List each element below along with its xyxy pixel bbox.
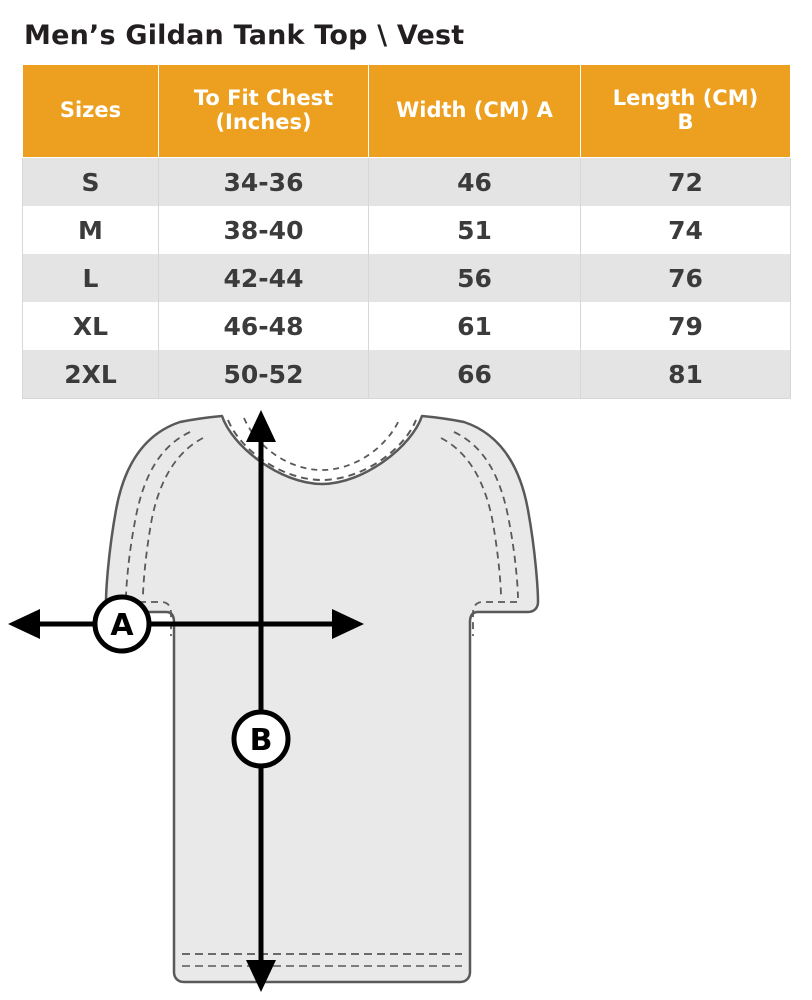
cell-width: 51 xyxy=(369,206,581,254)
cell-chest: 38-40 xyxy=(159,206,369,254)
cell-size: XL xyxy=(23,302,159,350)
table-row xyxy=(23,158,791,207)
page-title: Men’s Gildan Tank Top \ Vest xyxy=(24,20,465,51)
measure-a-badge xyxy=(95,597,149,651)
cell-size: S xyxy=(23,158,159,207)
column-header-chest xyxy=(159,65,369,158)
column-header-sizes-line-1: Sizes xyxy=(59,98,122,123)
cell-length: 76 xyxy=(581,254,791,302)
cell-length: 72 xyxy=(581,158,791,207)
table-row xyxy=(23,350,791,399)
table-row xyxy=(23,206,791,254)
cell-length: 81 xyxy=(581,350,791,399)
column-header-length xyxy=(581,65,791,158)
column-header-width-line-1: Width (CM) A xyxy=(396,98,553,123)
column-header-length-line-2: B xyxy=(677,110,694,134)
cell-length: 74 xyxy=(581,206,791,254)
cell-width: 46 xyxy=(369,158,581,207)
column-header-chest-line-1: To Fit Chest xyxy=(193,86,334,111)
column-header-sizes xyxy=(23,65,159,158)
cell-chest: 42-44 xyxy=(159,254,369,302)
cell-length: 79 xyxy=(581,302,791,350)
tank-top-illustration xyxy=(106,416,538,982)
cell-chest: 50-52 xyxy=(159,350,369,399)
cell-size: M xyxy=(23,206,159,254)
column-header-width xyxy=(369,65,581,158)
cell-width: 56 xyxy=(369,254,581,302)
measure-b-label: B xyxy=(249,723,273,758)
cell-chest: 34-36 xyxy=(159,158,369,207)
cell-chest: 46-48 xyxy=(159,302,369,350)
table-row xyxy=(23,254,791,302)
table-row xyxy=(23,302,791,350)
column-header-length-line-1: Length (CM) xyxy=(612,86,759,111)
cell-size: L xyxy=(23,254,159,302)
measure-b-badge xyxy=(234,712,288,766)
garment-diagram xyxy=(0,406,812,1000)
size-chart-table xyxy=(22,64,791,399)
column-header-chest-line-2: (Inches) xyxy=(215,110,312,134)
cell-size: 2XL xyxy=(23,350,159,399)
tank-top-body-shape xyxy=(106,416,538,982)
table-header-row xyxy=(23,65,791,158)
measure-a-label: A xyxy=(110,608,134,643)
cell-width: 66 xyxy=(369,350,581,399)
cell-width: 61 xyxy=(369,302,581,350)
